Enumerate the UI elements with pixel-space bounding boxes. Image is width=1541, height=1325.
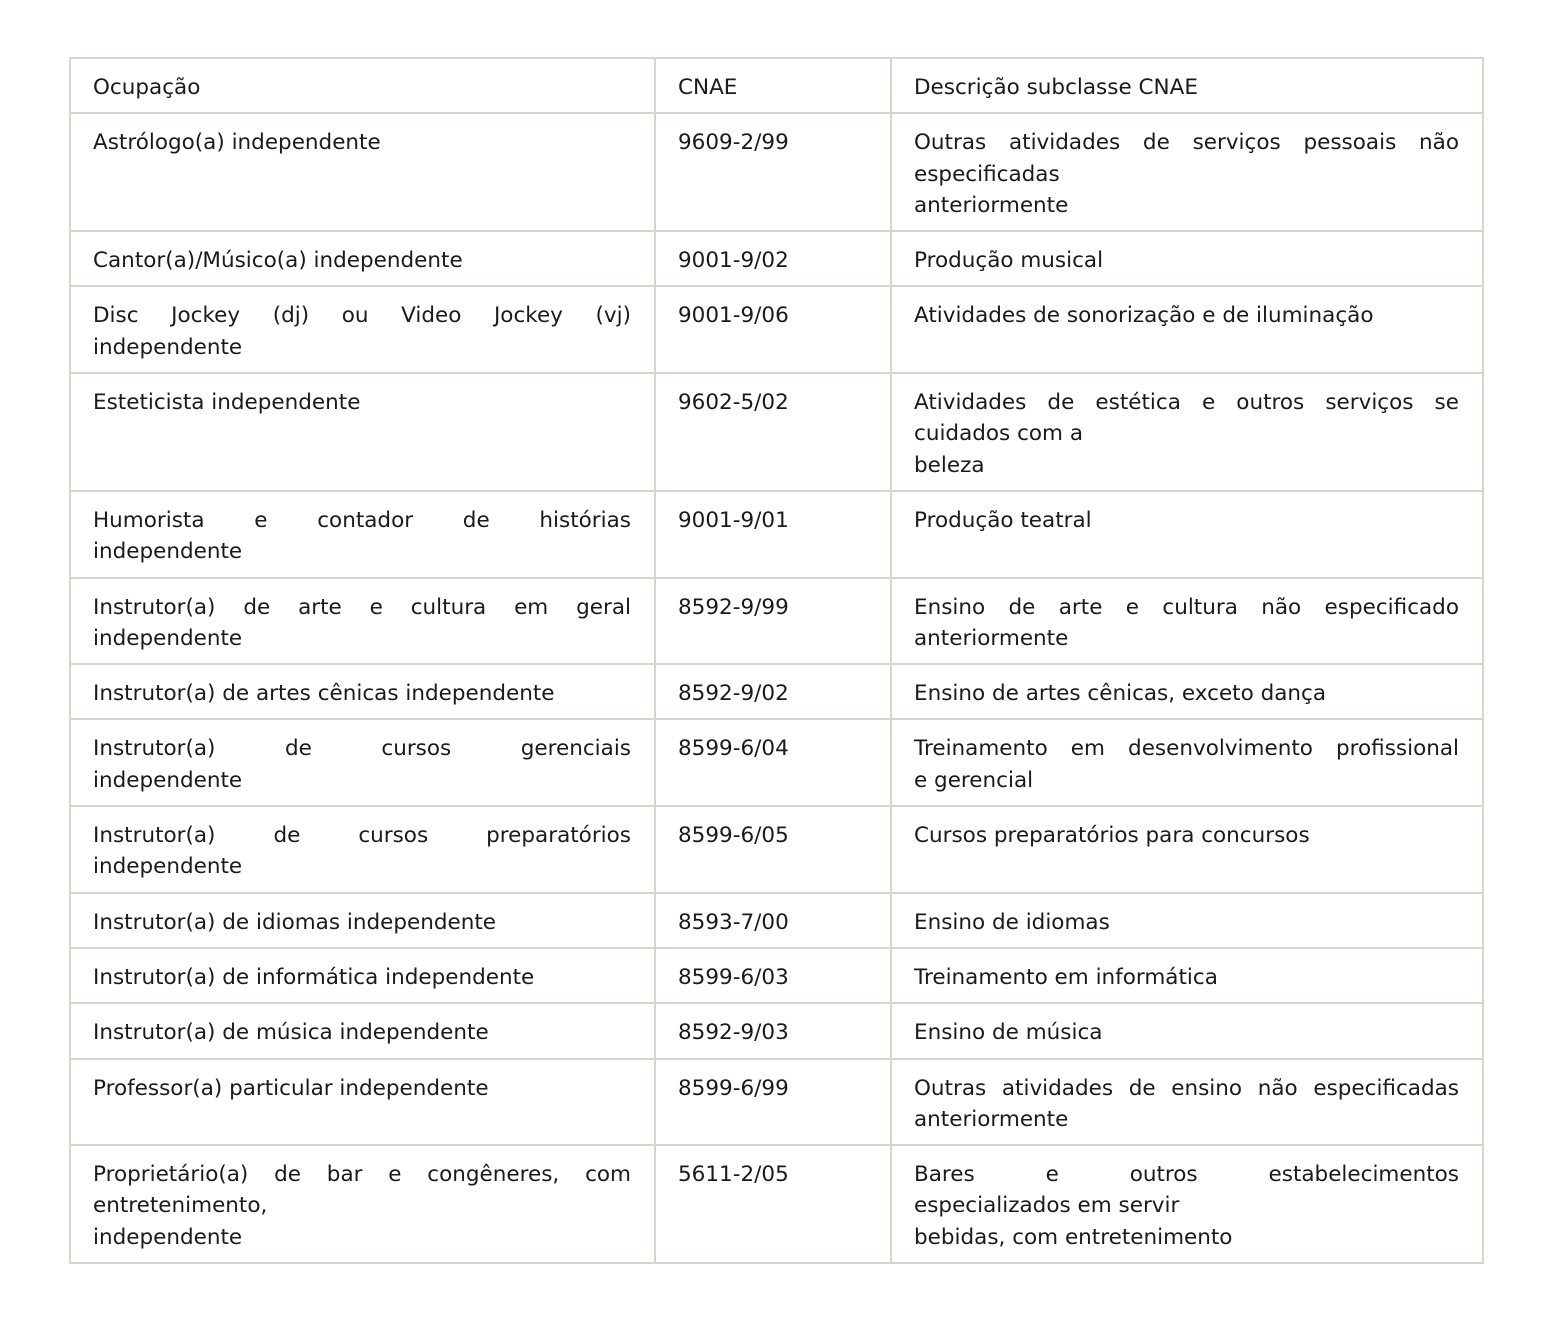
cell-cnae: 8592-9/03: [655, 1003, 891, 1058]
cell-line: e gerencial: [914, 767, 1034, 793]
cell-descricao: [891, 373, 1483, 491]
cell-line: anteriormente: [914, 625, 1069, 651]
cell-line: Ensino de idiomas: [914, 909, 1110, 935]
cell-line: entretenimento,: [93, 1193, 268, 1219]
cell-line: Instrutor(a) de idiomas independente: [93, 909, 497, 935]
cell-cnae: 9602-5/02: [655, 373, 891, 491]
cell-line: Proprietário(a) de bar e congêneres, com: [93, 1162, 631, 1188]
header-descricao: Descrição subclasse CNAE: [891, 58, 1483, 113]
cell-ocupacao: [70, 806, 655, 893]
cell-descricao: [891, 113, 1483, 231]
cell-ocupacao: [70, 893, 655, 948]
cell-line: Cantor(a)/Músico(a) independente: [93, 248, 463, 274]
cell-line: especificadas: [914, 161, 1060, 187]
cell-line: cuidados com a: [914, 421, 1084, 447]
cell-line: Treinamento em desenvolvimento profissional: [914, 736, 1459, 762]
cell-line: Humorista e contador de histórias: [93, 507, 631, 533]
cell-line: Ensino de artes cênicas, exceto dança: [914, 681, 1327, 707]
cell-line: Instrutor(a) de arte e cultura em geral: [93, 594, 631, 620]
cell-line: Instrutor(a) de cursos preparatórios: [93, 823, 631, 849]
cell-line: Cursos preparatórios para concursos: [914, 823, 1310, 849]
cell-descricao: [891, 1003, 1483, 1058]
cell-line: independente: [93, 767, 243, 793]
cell-cnae: 8592-9/99: [655, 578, 891, 665]
table-row: [70, 806, 1483, 893]
cell-line: Treinamento em informática: [914, 964, 1218, 990]
cell-ocupacao: [70, 113, 655, 231]
table-row: [70, 491, 1483, 578]
cell-line: beleza: [914, 452, 985, 478]
cell-line: Astrólogo(a) independente: [93, 130, 381, 156]
cell-line: Instrutor(a) de informática independente: [93, 964, 535, 990]
cell-ocupacao: [70, 719, 655, 806]
header-ocupacao: Ocupação: [70, 58, 655, 113]
cell-ocupacao: [70, 231, 655, 286]
cell-line: bebidas, com entretenimento: [914, 1224, 1233, 1250]
cell-ocupacao: [70, 373, 655, 491]
cell-line: independente: [93, 1224, 243, 1250]
cell-ocupacao: [70, 286, 655, 373]
table-row: [70, 1145, 1483, 1263]
cell-descricao: [891, 578, 1483, 665]
cell-descricao: [891, 948, 1483, 1003]
cell-line: independente: [93, 625, 243, 651]
cell-descricao: [891, 231, 1483, 286]
cell-line: independente: [93, 539, 243, 565]
cell-ocupacao: [70, 664, 655, 719]
cell-cnae: 9001-9/01: [655, 491, 891, 578]
cell-ocupacao: [70, 948, 655, 1003]
table-row: [70, 113, 1483, 231]
table-row: [70, 1059, 1483, 1146]
table-row: [70, 578, 1483, 665]
cell-line: Produção teatral: [914, 507, 1092, 533]
cell-line: Instrutor(a) de música independente: [93, 1020, 489, 1046]
cell-line: independente: [93, 854, 243, 880]
cell-descricao: [891, 491, 1483, 578]
cell-cnae: 8599-6/04: [655, 719, 891, 806]
cell-cnae: 8599-6/05: [655, 806, 891, 893]
table-row: [70, 948, 1483, 1003]
cell-cnae: 5611-2/05: [655, 1145, 891, 1263]
table-row: [70, 1003, 1483, 1058]
cell-descricao: [891, 806, 1483, 893]
cell-line: especializados em servir: [914, 1193, 1180, 1219]
cell-line: anteriormente: [914, 192, 1069, 218]
cell-descricao: [891, 893, 1483, 948]
table-row: [70, 664, 1483, 719]
cell-line: Disc Jockey (dj) ou Video Jockey (vj): [93, 303, 631, 329]
cell-line: Esteticista independente: [93, 390, 361, 416]
cell-line: Outras atividades de ensino não especificadas: [914, 1075, 1459, 1101]
cell-ocupacao: [70, 1003, 655, 1058]
cell-line: Instrutor(a) de cursos gerenciais: [93, 736, 631, 762]
table-row: [70, 893, 1483, 948]
cell-line: Outras atividades de serviços pessoais não: [914, 130, 1459, 156]
cell-ocupacao: [70, 1059, 655, 1146]
table-row: [70, 373, 1483, 491]
table-row: [70, 719, 1483, 806]
table-row: [70, 286, 1483, 373]
cell-descricao: [891, 1059, 1483, 1146]
cell-cnae: 9001-9/02: [655, 231, 891, 286]
table-header-row: [70, 58, 1483, 113]
cell-cnae: 8592-9/02: [655, 664, 891, 719]
cell-cnae: 8593-7/00: [655, 893, 891, 948]
cell-line: Instrutor(a) de artes cênicas independente: [93, 681, 555, 707]
cell-line: independente: [93, 334, 243, 360]
cell-cnae: 8599-6/03: [655, 948, 891, 1003]
cell-cnae: 9001-9/06: [655, 286, 891, 373]
cell-cnae: 9609-2/99: [655, 113, 891, 231]
cell-descricao: [891, 286, 1483, 373]
cell-line: Produção musical: [914, 248, 1104, 274]
cell-line: Atividades de sonorização e de iluminação: [914, 303, 1374, 329]
cell-line: Ensino de arte e cultura não especificado: [914, 594, 1459, 620]
cell-line: Ensino de música: [914, 1020, 1103, 1046]
cell-line: Professor(a) particular independente: [93, 1075, 489, 1101]
cell-line: anteriormente: [914, 1106, 1069, 1132]
cell-ocupacao: [70, 578, 655, 665]
cell-descricao: [891, 719, 1483, 806]
cell-ocupacao: [70, 491, 655, 578]
cell-descricao: [891, 664, 1483, 719]
header-cnae: CNAE: [655, 58, 891, 113]
cell-line: Bares e outros estabelecimentos: [914, 1162, 1459, 1188]
cnae-occupation-table: [69, 57, 1484, 1264]
cell-cnae: 8599-6/99: [655, 1059, 891, 1146]
cell-descricao: [891, 1145, 1483, 1263]
cell-ocupacao: [70, 1145, 655, 1263]
table-row: [70, 231, 1483, 286]
cell-line: Atividades de estética e outros serviços se: [914, 390, 1459, 416]
